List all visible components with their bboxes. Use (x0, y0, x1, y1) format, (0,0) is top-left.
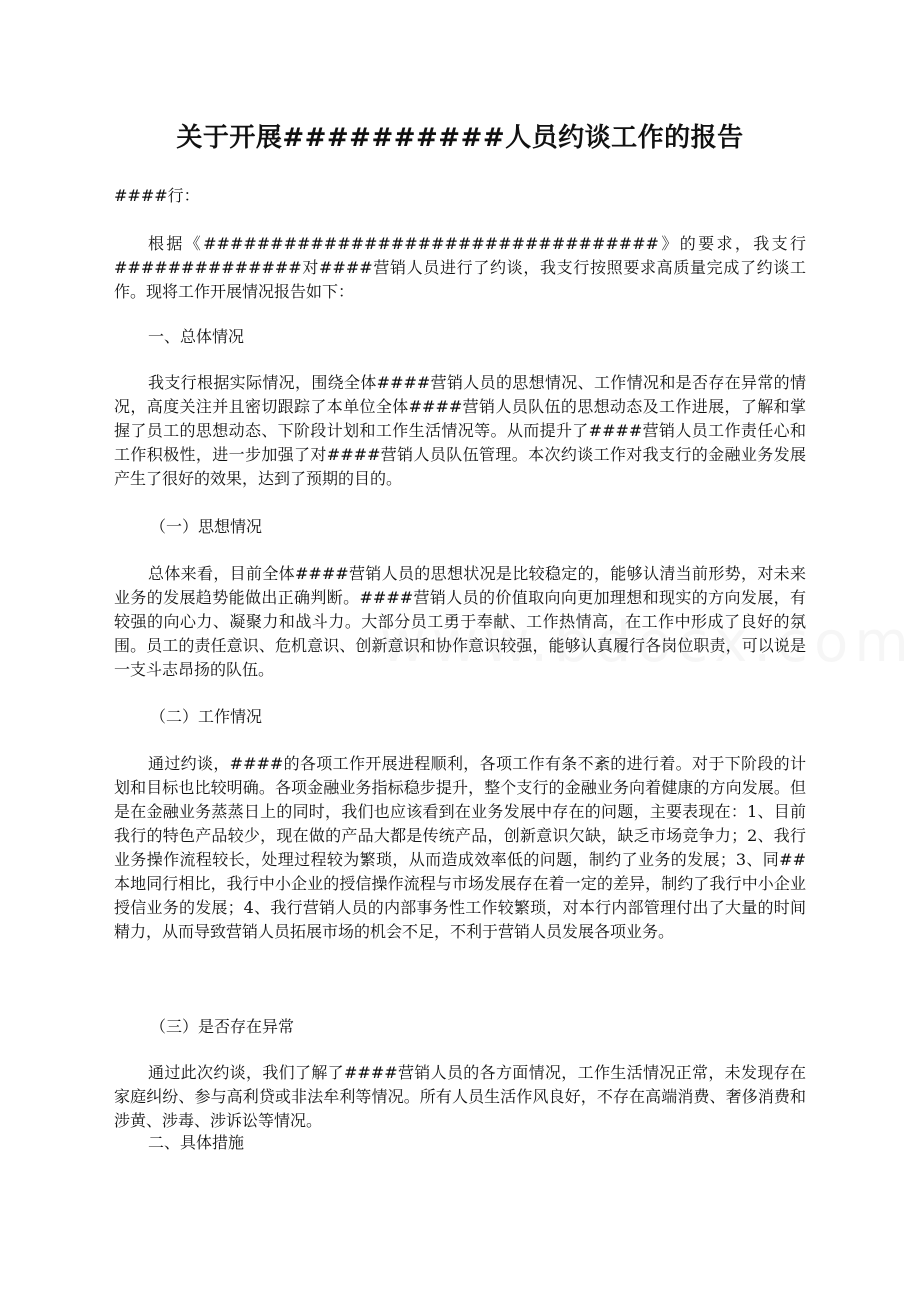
intro-paragraph: 根据《##################################》的要求，我支行##############对####营销人员进行了约谈，我支行按照要求高质量完成了约谈工作。现将工作开展情况报告如下： (114, 234, 806, 301)
thoughts-paragraph: 总体来看，目前全体####营销人员的思想状况是比较稳定的，能够认清当前形势，对未来业务的发展趋势能做出正确判断。####营销人员的价值取向向更加理想和现实的方向发展，有较强的向心力、凝聚力和战斗力。大部分员工勇于奉献、工作热情高，在工作中形成了良好的氛围。员工的责任意识、危机意识、创新意识和协作意识较强，能够认真履行各岗位职责，可以说是一支斗志昂扬的队伍。 (114, 564, 806, 679)
anomaly-paragraph: 通过此次约谈，我们了解了####营销人员的各方面情况，工作生活情况正常，未发现存在家庭纠纷、参与高利贷或非法牟利等情况。所有人员生活作风良好，不存在高端消费、奢侈消费和涉黄、涉毒、涉诉讼等情况。 (114, 1063, 806, 1130)
subsection-heading-thoughts: （一）思想情况 (150, 517, 263, 536)
section-heading-overview: 一、总体情况 (148, 327, 245, 346)
section-heading-measures: 二、具体措施 (148, 1133, 245, 1152)
work-paragraph: 通过约谈，####的各项工作开展进程顺利，各项工作有条不紊的进行着。对于下阶段的计划和目标也比较明确。各项金融业务指标稳步提升，整个支行的金融业务向着健康的方向发展。但是在金融业务蒸蒸日上的同时，我们也应该看到在业务发展中存在的问题，主要表现在：1、目前我行的特色产品较少，现在做的产品大都是传统产品，创新意识欠缺，缺乏市场竞争力；2、我行业务操作流程较长，处理过程较为繁琐，从而造成效率低的问题，制约了业务的发展；3、同##本地同行相比，我行中小企业的授信操作流程与市场发展存在着一定的差异，制约了我行中小企业授信业务的发展；4、我行营销人员的内部事务性工作较繁琐，对本行内部管理付出了大量的时间精力，从而导致营销人员拓展市场的机会不足，不利于营销人员发展各项业务。 (114, 754, 806, 941)
document-title: 关于开展##########人员约谈工作的报告 (176, 123, 744, 153)
overview-paragraph: 我支行根据实际情况，围绕全体####营销人员的思想情况、工作情况和是否存在异常的情况，高度关注并且密切跟踪了本单位全体####营销人员队伍的思想动态及工作进展，了解和掌握了员工的思想动态、下阶段计划和工作生活情况等。从而提升了####营销人员工作责任心和工作积极性，进一步加强了对####营销人员队伍管理。本次约谈工作对我支行的金融业务发展产生了很好的效果，达到了预期的目的。 (114, 373, 806, 488)
subsection-heading-anomaly: （三）是否存在异常 (150, 1017, 295, 1036)
subsection-heading-work: （二）工作情况 (150, 707, 263, 726)
salutation: ####行： (114, 186, 200, 205)
